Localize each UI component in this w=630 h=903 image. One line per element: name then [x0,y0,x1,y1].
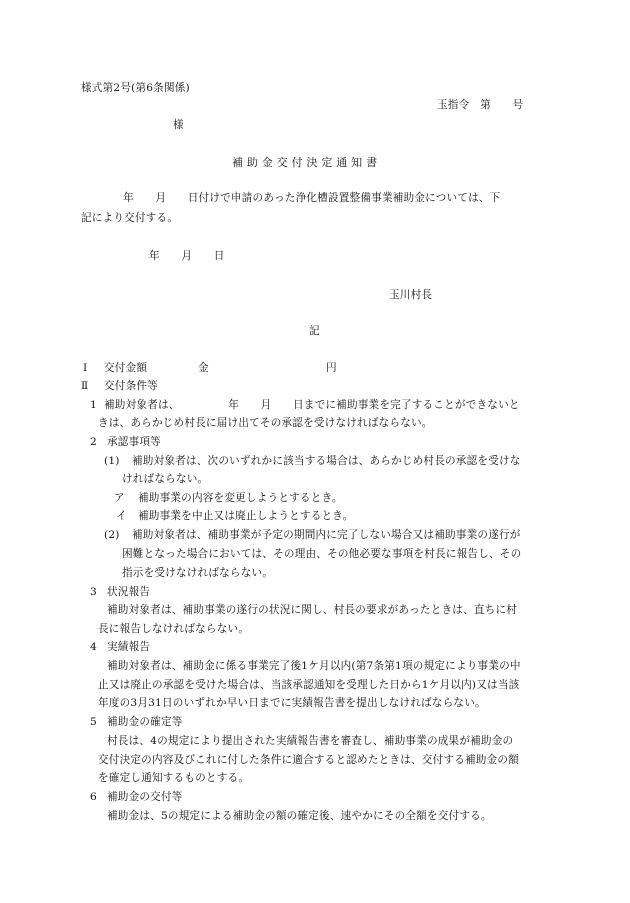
document-title: 補 助 金 交 付 決 定 通 知 書 [232,156,378,169]
condition-2-1-number: (1) [104,455,120,467]
condition-5-number: 5 [90,716,97,728]
condition-6-number: 6 [90,791,97,803]
condition-3-line-1: 補助対象者は、補助事業の遂行の状況に関し、村長の要求があったときは、直ちに村 [107,604,518,616]
section-1-label: 交付金額 [104,362,148,374]
document-number: 玉指令 第 号 [437,99,524,111]
intro-line-2: 記により交付する。 [81,212,179,224]
condition-2-a-kana: ア [114,492,125,504]
condition-4-heading: 実績報告 [107,641,151,653]
condition-4-line-1: 補助対象者は、補助金に係る事業完了後1ケ月以内(第7条第1項の規定により事業の中 [107,660,521,672]
condition-4-line-2: 止又は廃止の承認を受けた場合は、当該承認通知を受理した日から1ケ月以内)又は当該 [98,679,520,691]
condition-2-i-kana: イ [116,510,127,522]
section-2-label: 交付条件等 [104,380,158,392]
condition-2-2-line-3: 指示を受けなければならない。 [122,567,274,579]
issuer: 玉川村長 [389,289,433,301]
condition-4-number: 4 [90,641,97,653]
addressee-honorific: 様 [173,119,184,131]
condition-1-line-2: きは、あらかじめ村長に届け出てその承認を受けなければならない。 [98,417,433,429]
condition-5-line-2: 交付決定の内容及びこれに付した条件に適合すると認めたときは、交付する補助金の額 [98,754,519,766]
amount-prefix: 金 [198,362,209,374]
amount-unit: 円 [326,362,337,374]
condition-2-a-text: 補助事業の内容を変更しようとするとき。 [138,492,343,504]
intro-line-1: 年 月 日付けで申請のあった浄化槽設置整備事業補助金については、下 [123,192,501,204]
condition-6-heading: 補助金の交付等 [107,791,183,803]
condition-1-line-1: 補助対象者は、 年 月 日までに補助事業を完了することができないと [104,399,520,411]
date-line: 年 月 日 [149,250,225,262]
condition-5-heading: 補助金の確定等 [107,716,183,728]
form-label: 様式第2号(第6条関係) [81,82,190,94]
condition-2-1-line-1: 補助対象者は、次のいずれかに該当する場合は、あらかじめ村長の承認を受けな [132,455,521,467]
condition-3-line-2: 長に報告しなければならない。 [98,623,250,635]
condition-2-i-text: 補助事業を中止又は廃止しようとするとき。 [138,510,354,522]
condition-5-line-3: を確定し通知するものとする。 [98,772,250,784]
condition-4-line-3: 年度の3月31日のいずれか早い日までに実績報告書を提出しなければならない。 [98,697,486,709]
condition-3-number: 3 [90,586,97,598]
condition-2-2-line-2: 困難となった場合においては、その理由、その他必要な事項を村長に報告し、その [122,548,522,560]
condition-5-line-1: 村長は、4の規定により提出された実績報告書を審査し、補助事業の成果が補助金の [107,735,514,747]
section-2-numeral: Ⅱ [81,380,89,392]
condition-6-line-1: 補助金は、5の規定による補助金の額の確定後、速やかにその全額を交付する。 [107,810,492,822]
condition-2-2-number: (2) [104,529,120,541]
condition-2-number: 2 [90,436,97,448]
condition-3-heading: 状況報告 [107,586,151,598]
condition-1-number: 1 [90,399,97,411]
condition-2-heading: 承認事項等 [107,436,161,448]
ki-heading: 記 [309,325,320,337]
section-1-numeral: Ⅰ [83,362,88,374]
condition-2-1-line-2: ければならない。 [122,473,209,485]
condition-2-2-line-1: 補助対象者は、補助事業が予定の期間内に完了しない場合又は補助事業の遂行が [132,529,521,541]
